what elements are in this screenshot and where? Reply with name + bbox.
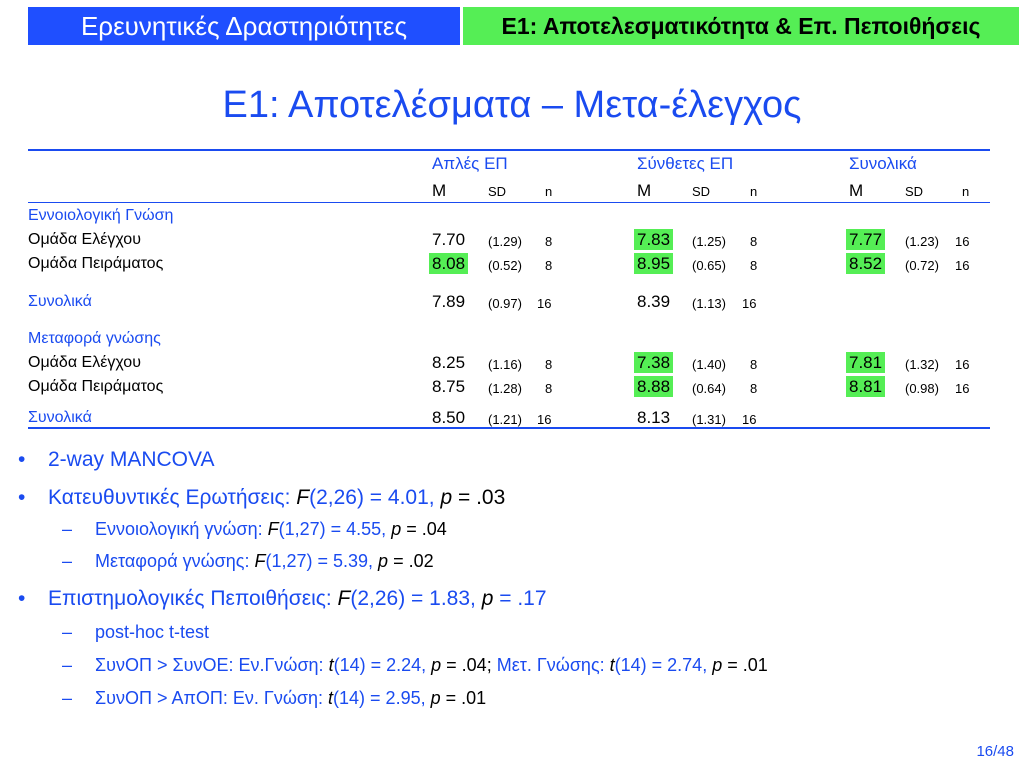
cell-mean: 8.39: [637, 292, 671, 311]
cell-n: 16: [537, 296, 552, 311]
bullet-marker: •: [18, 587, 26, 610]
cell-n: 8: [545, 357, 553, 372]
cell-n: 16: [955, 234, 970, 249]
cell-sd: (1.16): [488, 357, 522, 372]
cell-sd: (0.97): [488, 296, 522, 311]
cell-mean: 7.70: [432, 230, 466, 249]
section-title: Εννοιολογική Γνώση: [28, 207, 174, 224]
cell-sd: (0.65): [692, 258, 726, 273]
cell-mean-highlighted: 8.52: [846, 253, 885, 274]
cell-mean: 8.13: [637, 408, 671, 427]
cell-sd: (1.40): [692, 357, 726, 372]
cell-mean-highlighted: 8.08: [429, 253, 468, 274]
cell-sd: (1.32): [905, 357, 939, 372]
subhead-m: M: [637, 181, 652, 200]
col-group-complex: Σύνθετες ΕΠ: [637, 154, 734, 173]
cell-n: 8: [750, 357, 758, 372]
bullet-marker: •: [18, 448, 26, 471]
cell-n: 8: [545, 234, 553, 249]
cell-mean-highlighted: 7.83: [634, 229, 673, 250]
sub-bullet-posthoc: post-hoc t-test: [95, 622, 210, 642]
cell-n: 8: [750, 234, 758, 249]
cell-n: 16: [537, 412, 552, 427]
cell-sd: (1.25): [692, 234, 726, 249]
cell-sd: (1.29): [488, 234, 522, 249]
cell-sd: (0.64): [692, 381, 726, 396]
sub-bullet-marker: –: [62, 688, 73, 708]
section-title: Μεταφορά γνώσης: [28, 330, 161, 347]
sub-bullet-marker: –: [62, 519, 73, 539]
table-header-rule: [28, 202, 990, 203]
sub-bullet-marker: –: [62, 551, 73, 571]
table-bottom-rule: [28, 427, 990, 429]
header-slide-topic: Ε1: Αποτελεσματικότητα & Επ. Πεποιθήσεις: [463, 7, 1019, 45]
sub-bullet-transfer: Μεταφορά γνώσης: F(1,27) = 5.39, p = .02: [95, 551, 434, 571]
bullet-directional-questions: Κατευθυντικές Ερωτήσεις: F(2,26) = 4.01, p = .03: [48, 486, 506, 509]
cell-sd: (1.23): [905, 234, 939, 249]
cell-mean: 8.25: [432, 353, 466, 372]
subhead-sd: SD: [905, 184, 924, 199]
cell-sd: (0.72): [905, 258, 939, 273]
subhead-n: n: [545, 184, 553, 199]
cell-n: 8: [750, 258, 758, 273]
cell-sd: (1.28): [488, 381, 522, 396]
subhead-m: M: [432, 181, 447, 200]
cell-mean-highlighted: 8.81: [846, 376, 885, 397]
cell-n: 16: [955, 381, 970, 396]
sub-bullet-ttest-1: ΣυνΟΠ > ΣυνΟΕ: Εν.Γνώση: t(14) = 2.24, p = .04; Μετ. Γνώσης: t(14) = 2.74, p = .01: [95, 655, 768, 675]
cell-mean-highlighted: 7.81: [846, 352, 885, 373]
sub-bullet-ttest-2: ΣυνΟΠ > ΑπΟΠ: Εν. Γνώση: t(14) = 2.95, p = .01: [95, 688, 487, 708]
cell-n: 8: [750, 381, 758, 396]
summary-label: Συνολικά: [28, 409, 92, 426]
cell-sd: (1.21): [488, 412, 522, 427]
cell-n: 16: [955, 357, 970, 372]
cell-mean-highlighted: 7.77: [846, 229, 885, 250]
cell-mean-highlighted: 8.95: [634, 253, 673, 274]
sub-bullet-marker: –: [62, 622, 73, 642]
subhead-sd: SD: [488, 184, 507, 199]
cell-mean: 8.50: [432, 408, 466, 427]
bullet-epistemic-beliefs: Επιστημολογικές Πεποιθήσεις: F(2,26) = 1.83, p = .17: [48, 587, 547, 610]
header-section-title: Ερευνητικές Δραστηριότητες: [28, 7, 460, 45]
cell-sd: (0.98): [905, 381, 939, 396]
page-number: 16/48: [976, 743, 1014, 760]
cell-sd: (1.13): [692, 296, 726, 311]
subhead-n: n: [750, 184, 758, 199]
subhead-n: n: [962, 184, 970, 199]
sub-bullet-marker: –: [62, 655, 73, 675]
cell-mean-highlighted: 8.88: [634, 376, 673, 397]
row-label: Ομάδα Ελέγχου: [28, 354, 141, 371]
slide-title: Ε1: Αποτελέσματα – Μετα-έλεγχος: [222, 84, 802, 126]
row-label: Ομάδα Πειράματος: [28, 255, 164, 272]
cell-mean: 8.75: [432, 377, 466, 396]
cell-n: 8: [545, 381, 553, 396]
cell-mean-highlighted: 7.38: [634, 352, 673, 373]
col-group-simple: Απλές ΕΠ: [432, 154, 508, 173]
bullet-mancova: 2-way MANCOVA: [48, 448, 215, 471]
bullet-marker: •: [18, 486, 26, 509]
subhead-sd: SD: [692, 184, 711, 199]
cell-mean: 7.89: [432, 292, 466, 311]
cell-n: 16: [742, 412, 757, 427]
cell-n: 16: [742, 296, 757, 311]
sub-bullet-conceptual: Εννοιολογική γνώση: F(1,27) = 4.55, p = .04: [95, 519, 447, 539]
cell-n: 16: [955, 258, 970, 273]
table-top-rule: [28, 149, 990, 151]
summary-label: Συνολικά: [28, 293, 92, 310]
subhead-m: M: [849, 181, 864, 200]
cell-n: 8: [545, 258, 553, 273]
col-group-total: Συνολικά: [849, 154, 917, 173]
row-label: Ομάδα Πειράματος: [28, 378, 164, 395]
cell-sd: (1.31): [692, 412, 726, 427]
row-label: Ομάδα Ελέγχου: [28, 231, 141, 248]
cell-sd: (0.52): [488, 258, 522, 273]
